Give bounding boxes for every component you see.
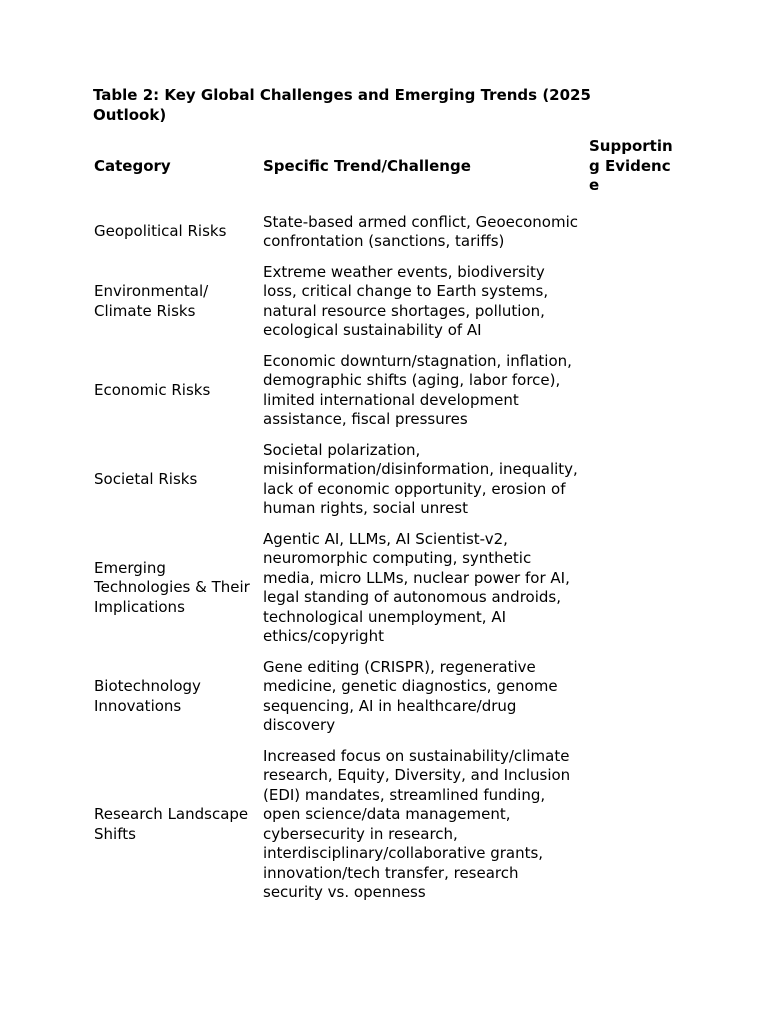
category-cell: Emerging Technologies & Their Implications xyxy=(94,558,250,616)
table-row xyxy=(89,258,679,347)
table-title: Table 2: Key Global Challenges and Emerging Trends (2025 Outlook) xyxy=(93,86,591,124)
trend-cell: Economic downturn/stagnation, inflation, demographic shifts (aging, labor force), limited international development assistance, fiscal pressures xyxy=(263,351,572,428)
category-cell: Environmental/ Climate Risks xyxy=(94,282,209,320)
header-evidence: Supporting Evidence xyxy=(589,137,673,194)
table-row xyxy=(89,208,679,258)
evidence-cell xyxy=(584,347,679,436)
evidence-cell xyxy=(584,208,679,258)
evidence-cell xyxy=(584,742,679,909)
trend-cell: Societal polarization, misinformation/disinformation, inequality, lack of economic opportunity, erosion of human rights, social unrest xyxy=(263,440,578,517)
evidence-cell xyxy=(584,258,679,347)
category-cell: Research Landscape Shifts xyxy=(94,805,249,843)
evidence-cell xyxy=(584,436,679,525)
trend-cell: Gene editing (CRISPR), regenerative medicine, genetic diagnostics, genome sequencing, AI in healthcare/drug discovery xyxy=(263,657,558,734)
header-category: Category xyxy=(94,156,171,175)
table-row xyxy=(89,436,679,525)
category-cell: Geopolitical Risks xyxy=(94,222,227,241)
challenges-table xyxy=(89,132,679,909)
table-row xyxy=(89,742,679,909)
table-row xyxy=(89,347,679,436)
trend-cell: State-based armed conflict, Geoeconomic confrontation (sanctions, tariffs) xyxy=(263,212,578,250)
trend-cell: Agentic AI, LLMs, AI Scientist-v2, neuromorphic computing, synthetic media, micro LLMs, nuclear power for AI, legal standing of autonomous androids, technological unemployment, AI ethics/copyright xyxy=(263,529,570,645)
trend-cell: Increased focus on sustainability/climate research, Equity, Diversity, and Inclusion (EDI) mandates, streamlined funding, open science/data management, cybersecurity in research, interdisciplinary/collaborative grants, innovation/tech transfer, research security vs. openness xyxy=(263,746,571,901)
header-trend: Specific Trend/Challenge xyxy=(263,156,471,175)
category-cell: Biotechnology Innovations xyxy=(94,677,201,715)
trend-cell: Extreme weather events, biodiversity loss, critical change to Earth systems, natural resource shortages, pollution, ecological sustainability of AI xyxy=(263,262,549,339)
category-cell: Economic Risks xyxy=(94,380,211,399)
category-cell: Societal Risks xyxy=(94,469,198,488)
evidence-cell xyxy=(584,653,679,742)
table-row xyxy=(89,653,679,742)
table-row xyxy=(89,525,679,653)
evidence-cell xyxy=(584,525,679,653)
table-header-row xyxy=(89,132,679,208)
